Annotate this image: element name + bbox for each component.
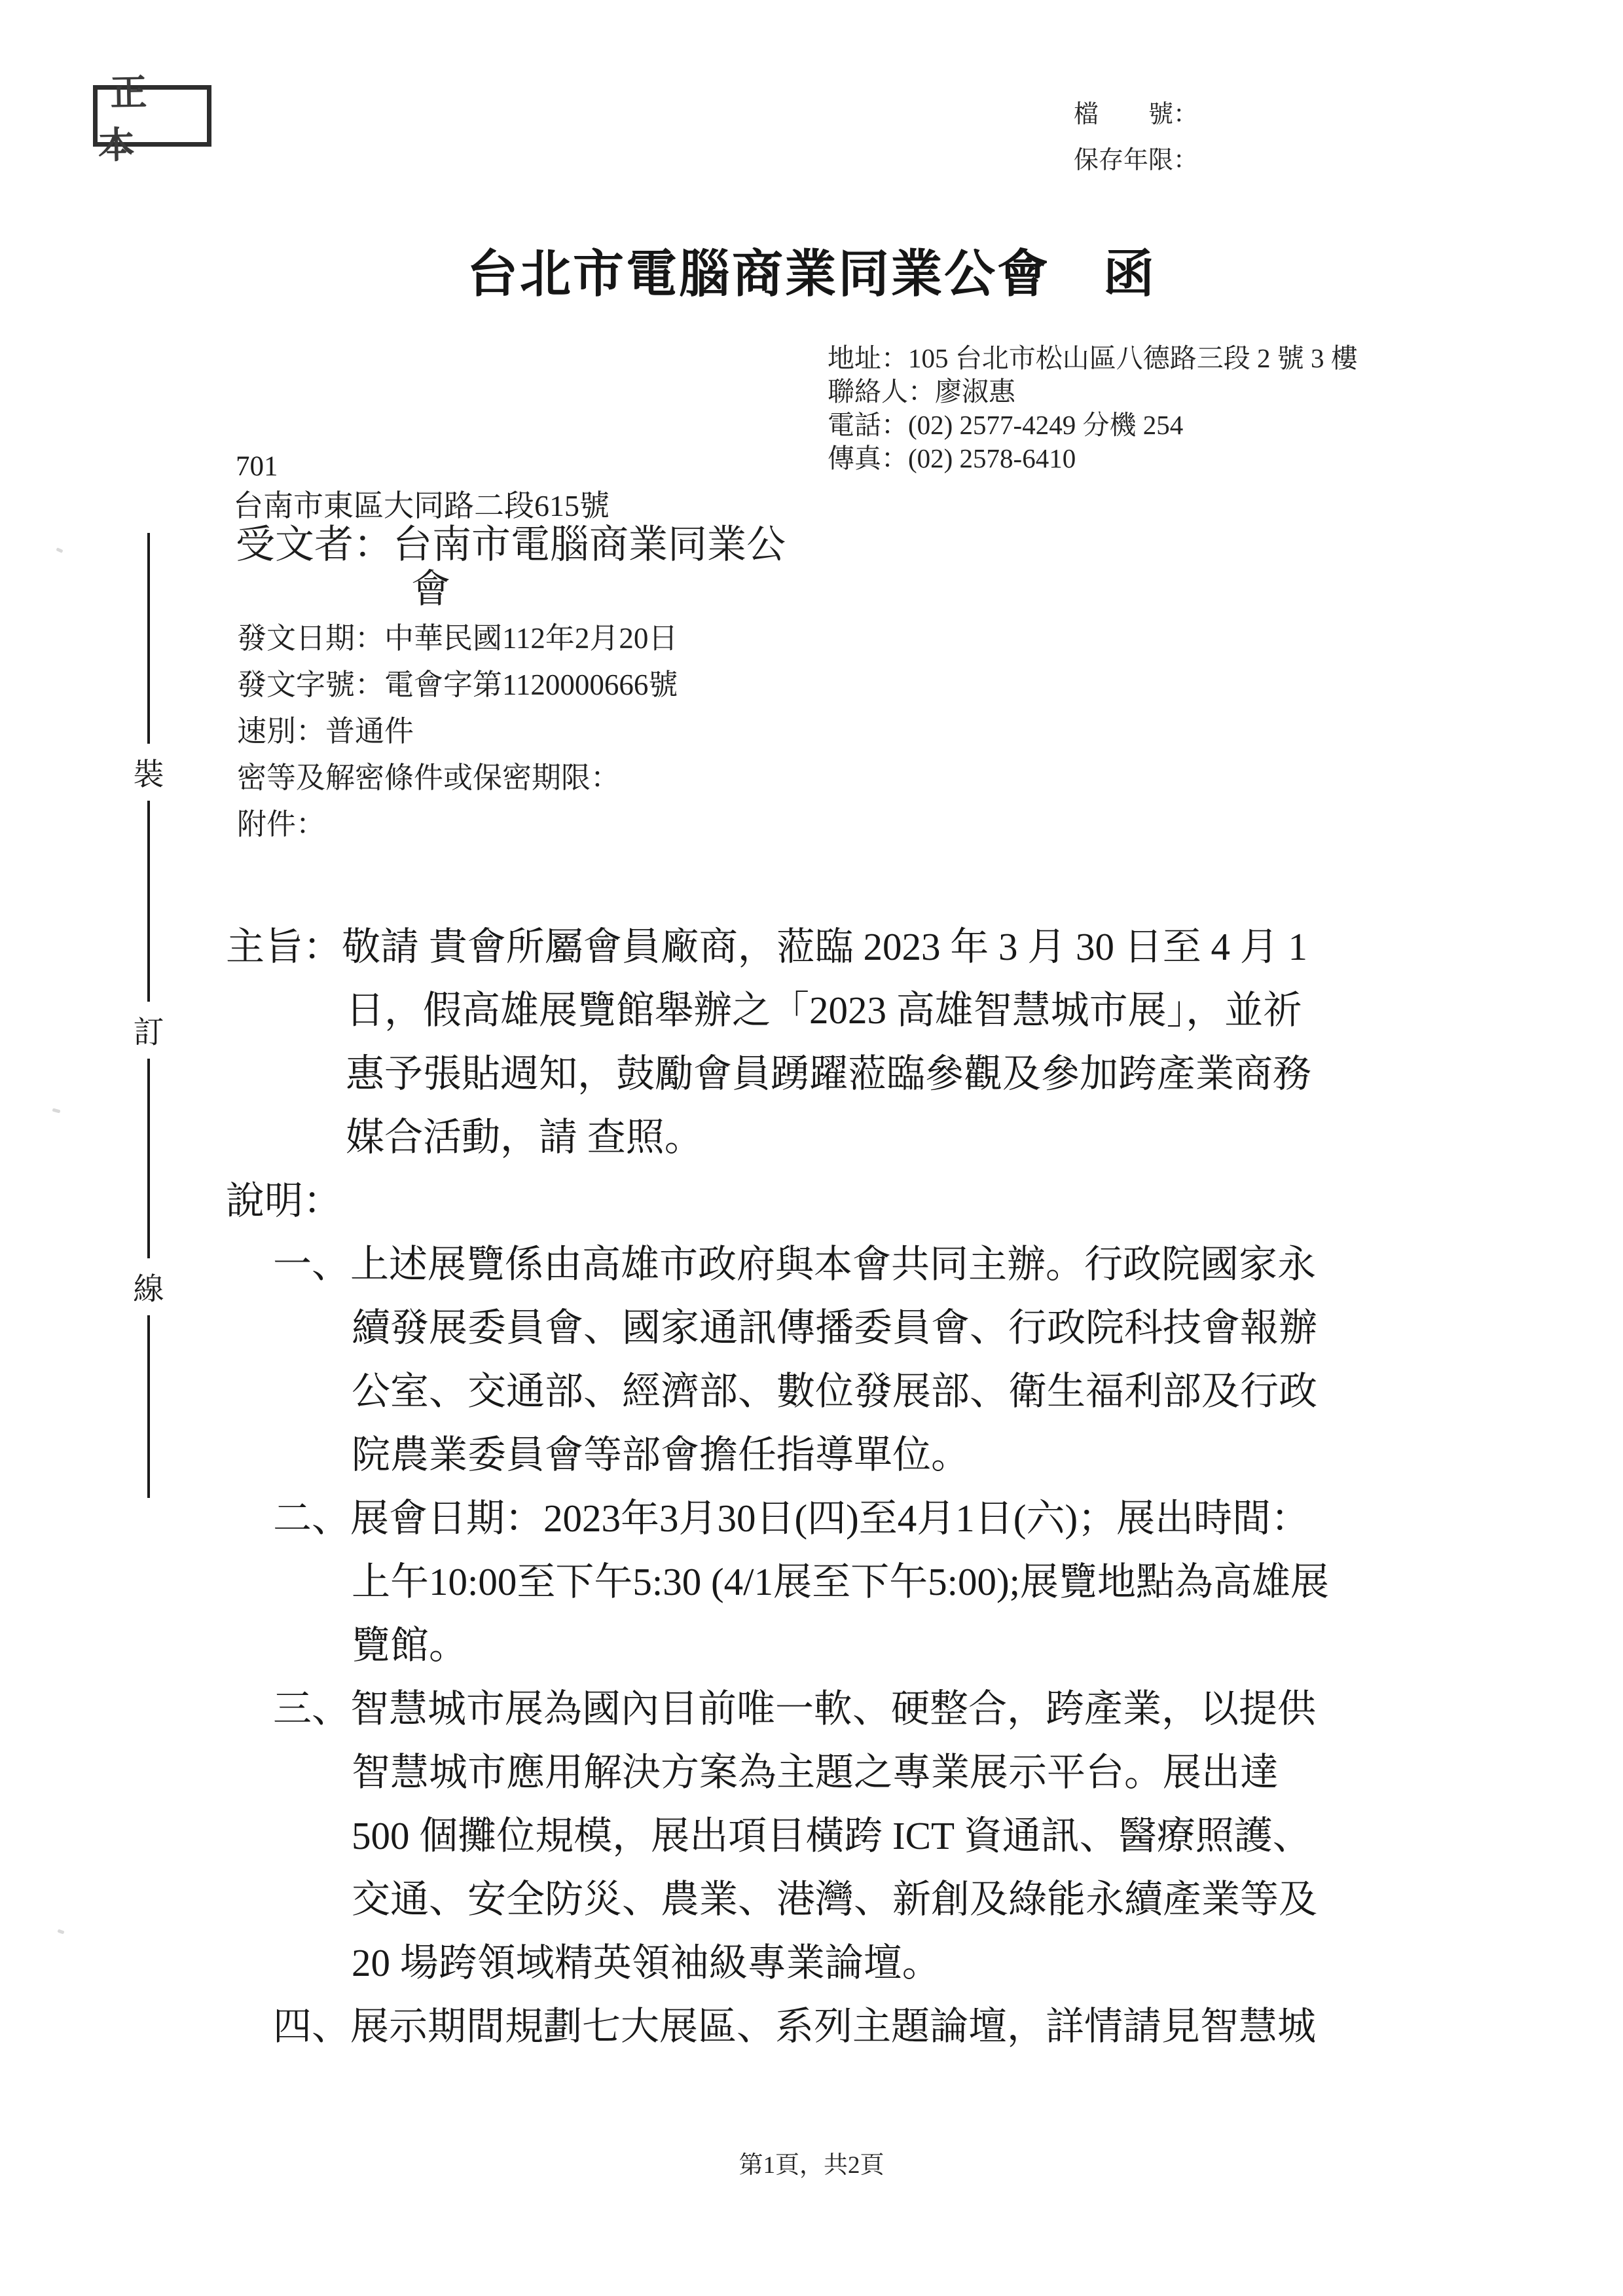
page-number-footer: 第1頁，共2頁 [739, 2152, 884, 2179]
recipient-line-2: 會 [411, 568, 450, 611]
recipient-address: 台南市東區大同路二段615號 [233, 489, 610, 522]
original-copy-stamp [93, 72, 211, 167]
explanation-item-3-line: 20 場跨領域精英領袖級專業論壇。 [352, 1941, 941, 1984]
attachment-label: 附件： [237, 808, 326, 841]
document-meta-block [237, 615, 678, 848]
explanation-item-3-line: 500 個攤位規模，展出項目橫跨 ICT 資通訊、醫療照護、 [352, 1814, 1311, 1857]
sender-address: 地址：105 台北市松山區八德路三段 2 號 3 樓 [828, 343, 1358, 373]
recipient-line-1: 受文者：台南市電腦商業同業公 [236, 523, 786, 566]
document-title: 台北市電腦商業同業公會 函 [466, 246, 1156, 302]
retention-period-label: 保存年限： [1074, 147, 1199, 174]
document-number: 發文字號：電會字第1120000666號 [237, 668, 678, 701]
binding-mark-ding: 訂 [132, 1002, 166, 1059]
issue-date: 發文日期：中華民國112年2月20日 [237, 622, 678, 655]
subject-paragraph [226, 915, 1509, 1169]
sender-info-block [828, 342, 1358, 475]
explanation-item-1-line: 公室、交通部、經濟部、數位發展部、衛生福利部及行政 [352, 1370, 1318, 1413]
binding-mark-xian: 線 [132, 1258, 166, 1315]
explanation-item-2-line: 覽館。 [352, 1624, 468, 1667]
file-number-label: 檔 號： [1074, 101, 1199, 128]
security-class: 密等及解密條件或保密期限： [237, 761, 621, 794]
subject-line: 惠予張貼週知，鼓勵會員踴躍蒞臨參觀及參加跨產業商務 [346, 1052, 1312, 1095]
scan-artifact [57, 1929, 64, 1934]
speed-class: 速別：普通件 [237, 715, 414, 748]
explanation-item-3-line: 智慧城市應用解決方案為主題之專業展示平台。展出達 [352, 1751, 1279, 1794]
stamp-label: 正本 [98, 72, 160, 167]
binding-mark-zhuang: 裝 [132, 744, 166, 801]
explanation-item-4-line: 四、展示期間規劃七大展區、系列主題論壇，詳情請見智慧城 [273, 2005, 1317, 2048]
subject-line: 媒合活動，請 查照。 [346, 1116, 703, 1159]
scan-artifact [52, 1108, 61, 1114]
recipient-zip: 701 [236, 451, 278, 482]
sender-fax: 傳真：(02) 2578-6410 [828, 443, 1076, 473]
sender-contact-person: 聯絡人：廖淑惠 [828, 376, 1015, 407]
explanation-heading: 說明： [226, 1179, 342, 1222]
file-header-block [1074, 92, 1198, 183]
explanation-item-3-line: 交通、安全防災、農業、港灣、新創及綠能永續產業等及 [352, 1878, 1318, 1921]
explanation-section [226, 1169, 1522, 2058]
subject-line: 主旨：敬請 貴會所屬會員廠商，蒞臨 2023 年 3 月 30 日至 4 月 1 [226, 925, 1308, 968]
explanation-item-2-line: 二、展會日期：2023年3月30日(四)至4月1日(六)；展出時間： [273, 1497, 1310, 1540]
explanation-item-1-line: 續發展委員會、國家通訊傳播委員會、行政院科技會報辦 [352, 1306, 1318, 1349]
explanation-item-1-line: 一、上述展覽係由高雄市政府與本會共同主辦。行政院國家永 [273, 1243, 1317, 1286]
subject-line: 日，假高雄展覽館舉辦之「2023 高雄智慧城市展」，並祈 [346, 989, 1302, 1032]
sender-phone: 電話：(02) 2577-4249 分機 254 [828, 410, 1184, 440]
explanation-item-2-line: 上午10:00至下午5:30 (4/1展至下午5:00);展覽地點為高雄展 [352, 1560, 1330, 1603]
scan-artifact [56, 547, 63, 553]
explanation-item-3-line: 三、智慧城市展為國內目前唯一軟、硬整合，跨產業，以提供 [273, 1687, 1317, 1730]
explanation-item-1-line: 院農業委員會等部會擔任指導單位。 [352, 1433, 970, 1476]
